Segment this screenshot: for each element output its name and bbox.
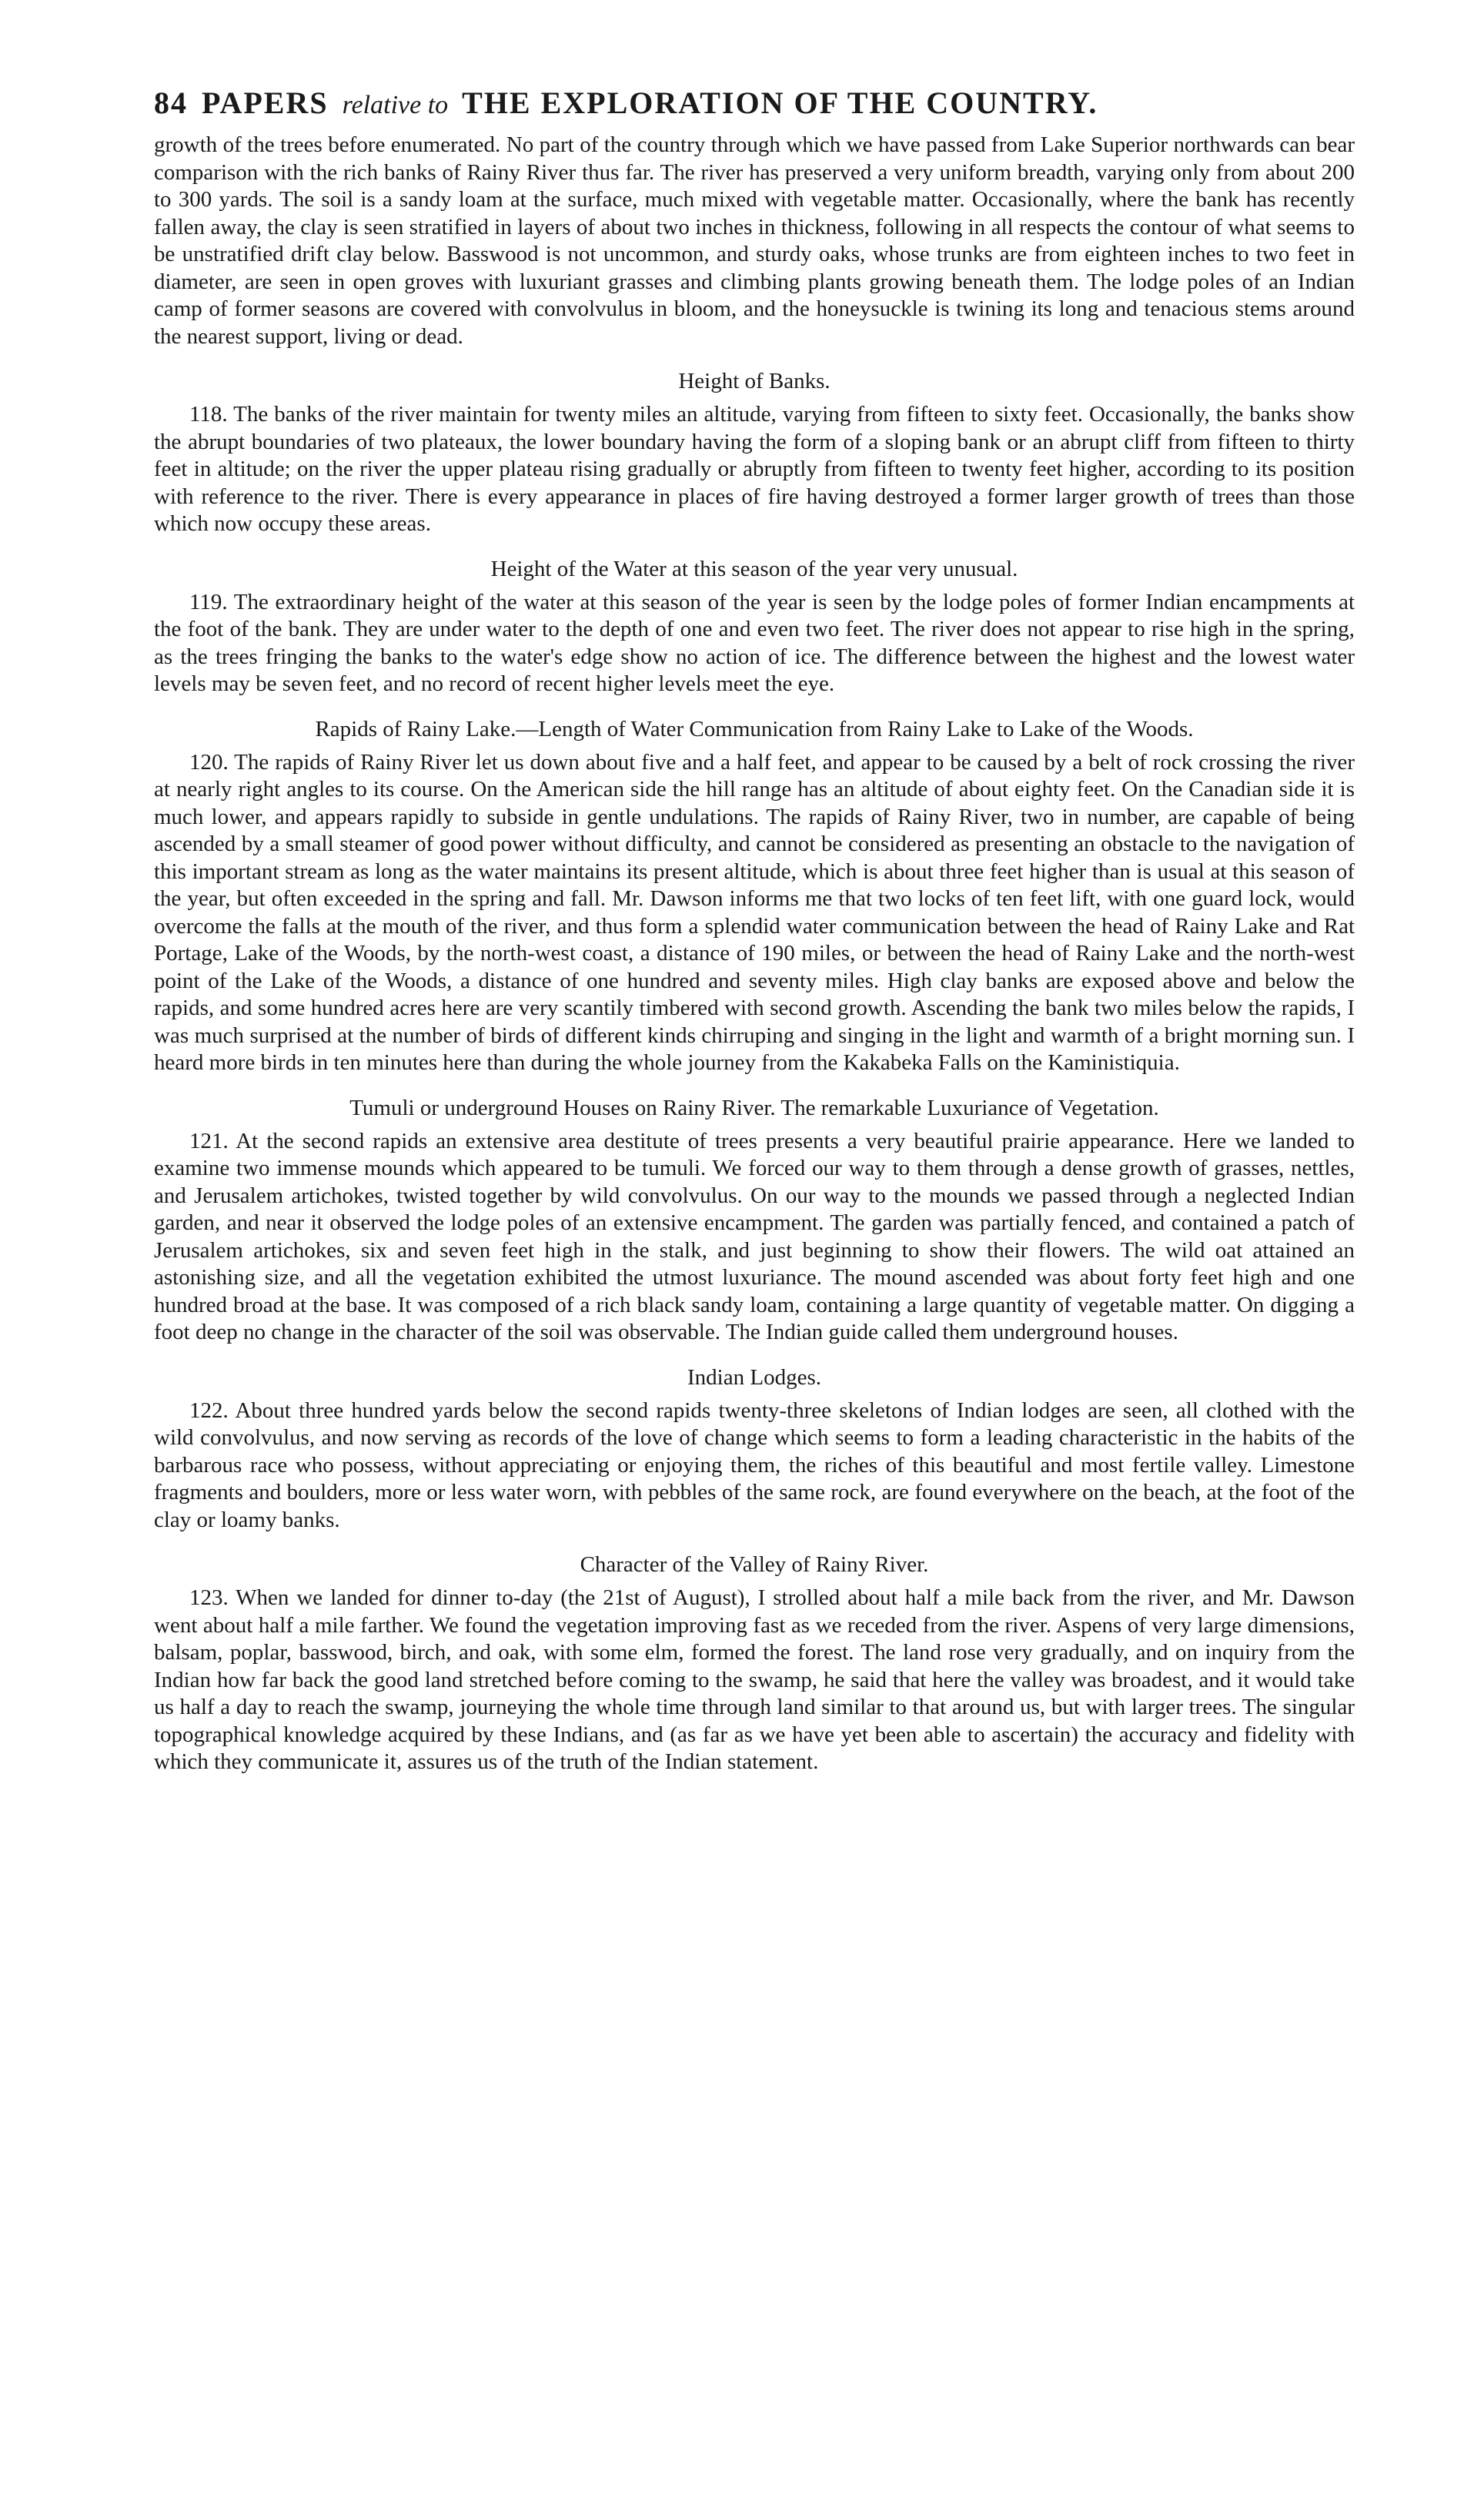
page-number: 84 (154, 85, 188, 120)
running-title-main: THE EXPLORATION OF THE COUNTRY. (462, 85, 1098, 120)
section-heading-height-of-water: Height of the Water at this season of the year very unusual. (490, 556, 1018, 581)
section-heading-valley-character: Character of the Valley of Rainy River. (580, 1552, 929, 1577)
document-page (154, 85, 1355, 1776)
section-heading-indian-lodges: Indian Lodges. (687, 1364, 821, 1390)
paragraph-123: 123. When we landed for dinner to-day (the 21st of August), I strolled about half a mile back from the river, and Mr. Dawson went about half a mile farther. We found the vegetation improving fast as we receded from the river. Aspens of very large dimensions, balsam, poplar, basswood, birch, and oak, with some elm, formed the forest. The land rose very gradually, and on inquiry from the Indian how far back the good land stretched before coming to the swamp, he said that here the valley was broadest, and it would take us half a day to reach the swamp, journeying the whole time through land similar to that around us, but with larger trees. The singular topographical knowledge acquired by these Indians, and (as far as we have yet been able to ascertain) the accuracy and fidelity with which they communicate it, assures us of the truth of the Indian statement. (154, 1585, 1355, 1774)
paragraph-120: 120. The rapids of Rainy River let us down about five and a half feet, and appear to be caused by a belt of rock crossing the river at nearly right angles to its course. On the American side the hill range has an altitude of about eighty feet. On the Canadian side it is much lower, and appears rapidly to subside in gentle undulations. The rapids of Rainy River, two in number, are capable of being ascended by a small steamer of good power without difficulty, and cannot be considered as presenting an obstacle to the navigation of this important stream as long as the water maintains its present altitude, which is about three feet higher than is usual at this season of the year, but often exceeded in the spring and fall. Mr. Dawson informs me that two locks of ten feet lift, with one guard lock, would overcome the falls at the mouth of the river, and thus form a splendid water communication between the head of Rainy Lake and Rat Portage, Lake of the Woods, by the north-west coast, a distance of 190 miles, or between the head of Rainy Lake and the north-west point of the Lake of the Woods, a distance of one hundred and seventy miles. High clay banks are exposed above and below the rapids, and some hundred acres here are very scantily timbered with second growth. Ascending the bank two miles below the rapids, I was much surprised at the number of birds of different kinds chirruping and singing in the light and warmth of a bright morning sun. I heard more birds in ten minutes here than during the whole journey from the Kakabeka Falls on the Kaministiquia. (154, 749, 1355, 1075)
paragraph-118: 118. The banks of the river maintain for twenty miles an altitude, varying from fifteen to sixty feet. Occasionally, the banks show the abrupt boundaries of two plateaux, the lower boundary having the form of a sloping bank or an abrupt cliff from fifteen to thirty feet in altitude; on the river the upper plateau rising gradually or abruptly from fifteen to twenty feet higher, according to its position with reference to the river. There is every appearance in places of fire having destroyed a former larger growth of trees than those which now occupy these areas. (154, 402, 1355, 536)
paragraph-122: 122. About three hundred yards below the second rapids twenty-three skeletons of Indian lodges are seen, all clothed with the wild convolvulus, and now serving as records of the love of change which seems to form a leading characteristic in the habits of the barbarous race who possess, without appreciating or enjoying them, the riches of this beautiful and most fertile valley. Limestone fragments and boulders, more or less water worn, with pebbles of the same rock, are found everywhere on the beach, at the foot of the clay or loamy banks. (154, 1397, 1355, 1532)
running-title-italic: relative to (342, 91, 449, 119)
paragraph-continuation: growth of the trees before enumerated. No part of the country through which we have passed from Lake Superior northwards can bear comparison with the rich banks of Rainy River thus far. The river has preserved a very uniform breadth, varying only from about 200 to 300 yards. The soil is a sandy loam at the surface, much mixed with vegetable matter. Occasionally, where the bank has recently fallen away, the clay is seen stratified in layers of about two inches in thickness, following in all respects the contour of what seems to be unstratified drift clay below. Basswood is not uncommon, and sturdy oaks, whose trunks are from eighteen inches to two feet in diameter, are seen in open groves with luxuriant grasses and climbing plants growing beneath them. The lodge poles of an Indian camp of former seasons are covered with convolvulus in bloom, and the honeysuckle is twining its long and tenacious stems around the nearest support, living or dead. (154, 132, 1355, 349)
section-heading-tumuli: Tumuli or underground Houses on Rainy River. The remarkable Luxuriance of Vegetation. (349, 1095, 1159, 1120)
section-heading-rapids-of-rainy-lake: Rapids of Rainy Lake.—Length of Water Communication from Rainy Lake to Lake of the Woods. (315, 716, 1194, 741)
paragraph-121: 121. At the second rapids an extensive area destitute of trees presents a very beautiful prairie appearance. Here we landed to examine two immense mounds which appeared to be tumuli. We forced our way to them through a dense growth of grasses, nettles, and Jerusalem artichokes, twisted together by wild convolvulus. On our way to the mounds we passed through a neglected Indian garden, and near it observed the lodge poles of an extensive encampment. The garden was partially fenced, and contained a patch of Jerusalem artichokes, six and seven feet high in the stalk, and just beginning to show their flowers. The wild oat attained an astonishing size, and all the vegetation exhibited the utmost luxuriance. The mound ascended was about forty feet high and one hundred broad at the base. It was composed of a rich black sandy loam, containing a large quantity of vegetable matter. On digging a foot deep no change in the character of the soil was observable. The Indian guide called them underground houses. (154, 1128, 1355, 1344)
paragraph-119: 119. The extraordinary height of the water at this season of the year is seen by the lodge poles of former Indian encampments at the foot of the bank. They are under water to the depth of one and even two feet. The river does not appear to rise high in the spring, as the trees fringing the banks to the water's edge show no action of ice. The difference between the highest and the lowest water levels may be seven feet, and no record of recent higher levels meet the eye. (154, 589, 1355, 696)
section-heading-height-of-banks: Height of Banks. (678, 369, 831, 393)
running-title-prefix: PAPERS (202, 85, 329, 120)
running-head (154, 85, 1355, 121)
